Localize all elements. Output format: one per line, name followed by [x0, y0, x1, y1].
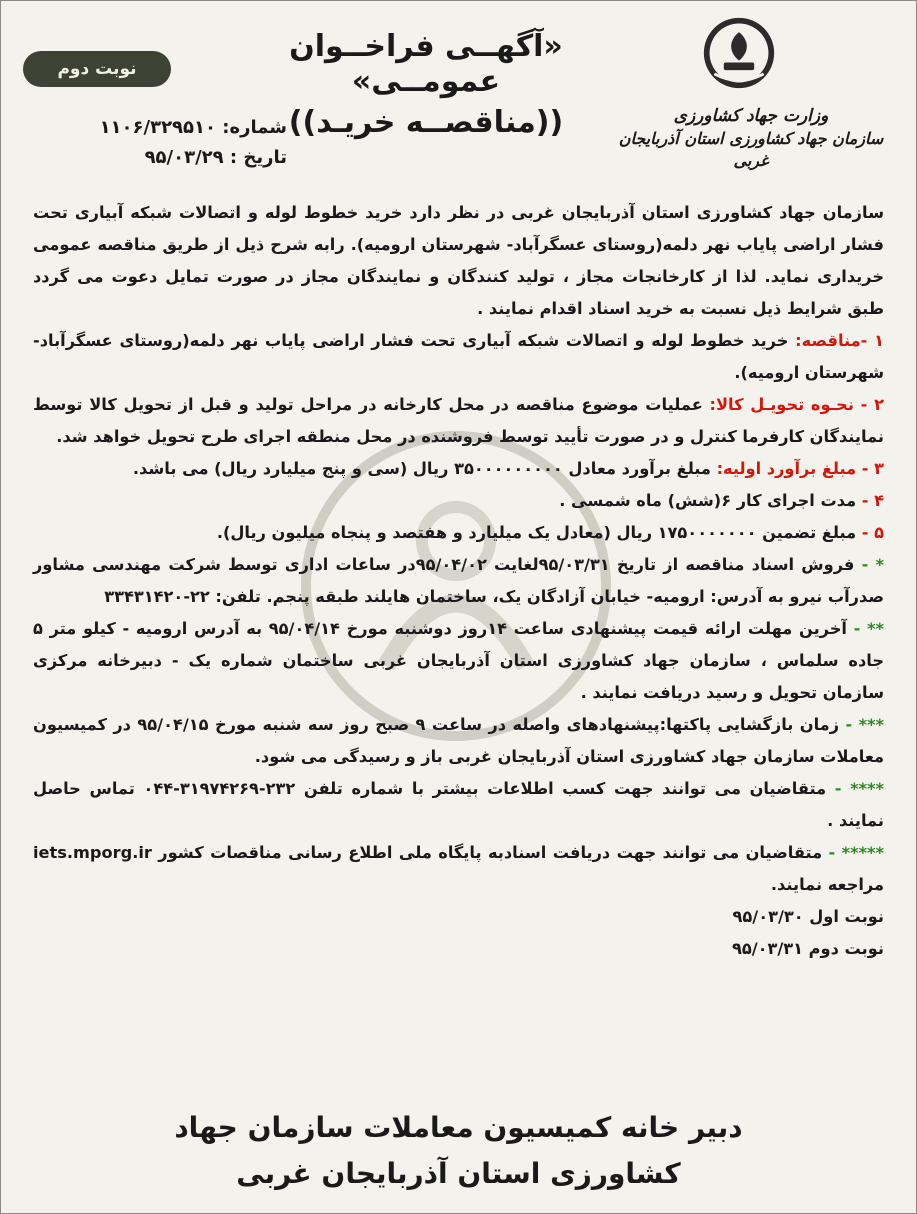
- contact-text: متقاضیان می توانند جهت کسب اطلاعات بیشتر با شماره تلفن ۲۳۲-۳۱۹۷۴۲۶۹-۰۴۴ تماس حاصل نمایند .: [33, 779, 884, 830]
- portal-tail: مراجعه نمایند.: [770, 875, 884, 894]
- reference-number: [37, 113, 287, 143]
- star-mark-1: * -: [861, 555, 884, 574]
- signature-block: [31, 1105, 886, 1197]
- item-5-text: مبلغ تضمین ۱۷۵۰۰۰۰۰۰۰ ریال (معادل یک میلیارد و هفتصد و پنجاه میلیون ریال).: [216, 523, 862, 542]
- opening-time: [33, 709, 884, 773]
- reference-block: [37, 113, 287, 173]
- footer-line1: دبیر خانه کمیسیون معاملات سازمان جهاد: [174, 1111, 743, 1144]
- item-3: [33, 453, 884, 485]
- item-2-text: عملیات موضوع مناقصه در محل کارخانه در مراحل تولید و قبل از تحویل کالا توسط نمایندگان کارفرما کنترل و در صورت تأیید توسط فروشنده در محل منطقه اجرای طرح تحویل خواهد شد.: [33, 395, 884, 446]
- notice-title: [241, 29, 611, 140]
- item-2: [33, 389, 884, 453]
- portal-text: متقاضیان می توانند جهت دریافت اسنادبه پایگاه ملی اطلاع رسانی مناقصات کشور: [151, 843, 829, 862]
- opening-text: زمان بازگشایی پاکتها:پیشنهادهای واصله در ساعت ۹ صبح روز سه شنبه مورخ ۹۵/۰۴/۱۵ در کمیسیون معاملات سازمان جهاد کشاورزی استان آذربایجان غربی باز و رسیدگی می شود.: [33, 715, 884, 766]
- notice-body: [33, 197, 884, 965]
- title-line2: ((مناقصــه خریـد)): [288, 105, 564, 140]
- organization-name: سازمان جهاد کشاورزی استان آذربایجان غربی: [618, 128, 884, 170]
- sale-of-documents: [33, 549, 884, 613]
- date-value: ۹۵/۰۳/۲۹: [144, 147, 224, 168]
- star-mark-4: **** -: [834, 779, 885, 798]
- item-1: [33, 325, 884, 389]
- issuing-organization: [606, 105, 896, 171]
- item-5: [33, 517, 884, 549]
- item-2-label: ۲ - نحـوه تحویـل کالا:: [709, 395, 884, 414]
- portal-link[interactable]: iets.mporg.ir: [33, 843, 152, 862]
- item-4-text: مدت اجرای کار ۶(شش) ماه شمسی .: [559, 491, 862, 510]
- item-1-text: خرید خطوط لوله و اتصالات شبکه آبیاری تحت فشار اراضی پایاب نهر دلمه(روستای عسگرآباد- شهرستان ارومیه).: [33, 331, 884, 382]
- publication-badge: نوبت دوم: [23, 51, 171, 87]
- number-label: شماره:: [222, 117, 287, 138]
- title-line1: «آگهــی فراخــوان عمومــی»: [289, 29, 563, 99]
- ministry-logo: [694, 15, 784, 95]
- submission-deadline: [33, 613, 884, 709]
- item-4-number: ۴ -: [861, 491, 884, 510]
- ministry-name: وزارت جهاد کشاورزی: [673, 106, 829, 126]
- item-1-label: ۱ -مناقصه:: [795, 331, 884, 350]
- portal-info: [33, 837, 884, 901]
- star-mark-5: ***** -: [828, 843, 884, 862]
- reference-date: [37, 143, 287, 173]
- item-3-label: ۳ - مبلغ برآورد اولیه:: [716, 459, 884, 478]
- star-mark-2: ** -: [853, 619, 884, 638]
- item-3-text: مبلغ برآورد معادل ۳۵۰۰۰۰۰۰۰۰۰ ریال (سی و پنج میلیارد ریال) می باشد.: [132, 459, 717, 478]
- publication-second: نوبت دوم ۹۵/۰۳/۳۱: [731, 939, 884, 958]
- sale-text: فروش اسناد مناقصه از تاریخ ۹۵/۰۳/۳۱لغایت ۹۵/۰۴/۰۲در ساعات اداری توسط شرکت مهندسی مشاور صدرآب نیرو به آدرس: ارومیه- خیابان آزادگان یک، ساختمان هایلند طبقه پنجم. تلفن: ۲۲-۳۳۴۳۱۴۲۰: [33, 555, 884, 606]
- intro-paragraph: سازمان جهاد کشاورزی استان آذربایجان غربی در نظر دارد خرید خطوط لوله و اتصالات شبکه آبیاری تحت فشار اراضی پایاب نهر دلمه(روستای عسگرآباد- شهرستان ارومیه). رابه شرح ذیل از طریق مناقصه عمومی خریداری نماید. لذا از کارخانجات مجاز ، تولید کنندگان و نمایندگان مجاز در صورت تمایل دعوت می گردد طبق شرایط ذیل نسبت به خرید اسناد اقدام نمایند .: [33, 203, 884, 318]
- deadline-text: آخرین مهلت ارائه قیمت پیشنهادی ساعت ۱۴روز دوشنبه مورخ ۹۵/۰۴/۱۴ به آدرس ارومیه - کیلو متر ۵ جاده سلماس ، سازمان جهاد کشاورزی استان آذربایجان غربی ساختمان شماره یک - دبیرخانه مرکزی سازمان تحویل و رسید دریافت نمایند .: [33, 619, 884, 702]
- item-4: [33, 485, 884, 517]
- ministry-seal-icon: [701, 15, 777, 91]
- star-mark-3: *** -: [845, 715, 884, 734]
- contact-info: [33, 773, 884, 837]
- publication-first: نوبت اول ۹۵/۰۳/۳۰: [732, 907, 884, 926]
- item-5-number: ۵ -: [861, 523, 884, 542]
- date-label: تاریخ :: [229, 147, 287, 168]
- footer-line2: کشاورزی استان آذربایجان غربی: [236, 1157, 681, 1190]
- number-value: ۱۱۰۶/۳۲۹۵۱۰: [99, 117, 216, 138]
